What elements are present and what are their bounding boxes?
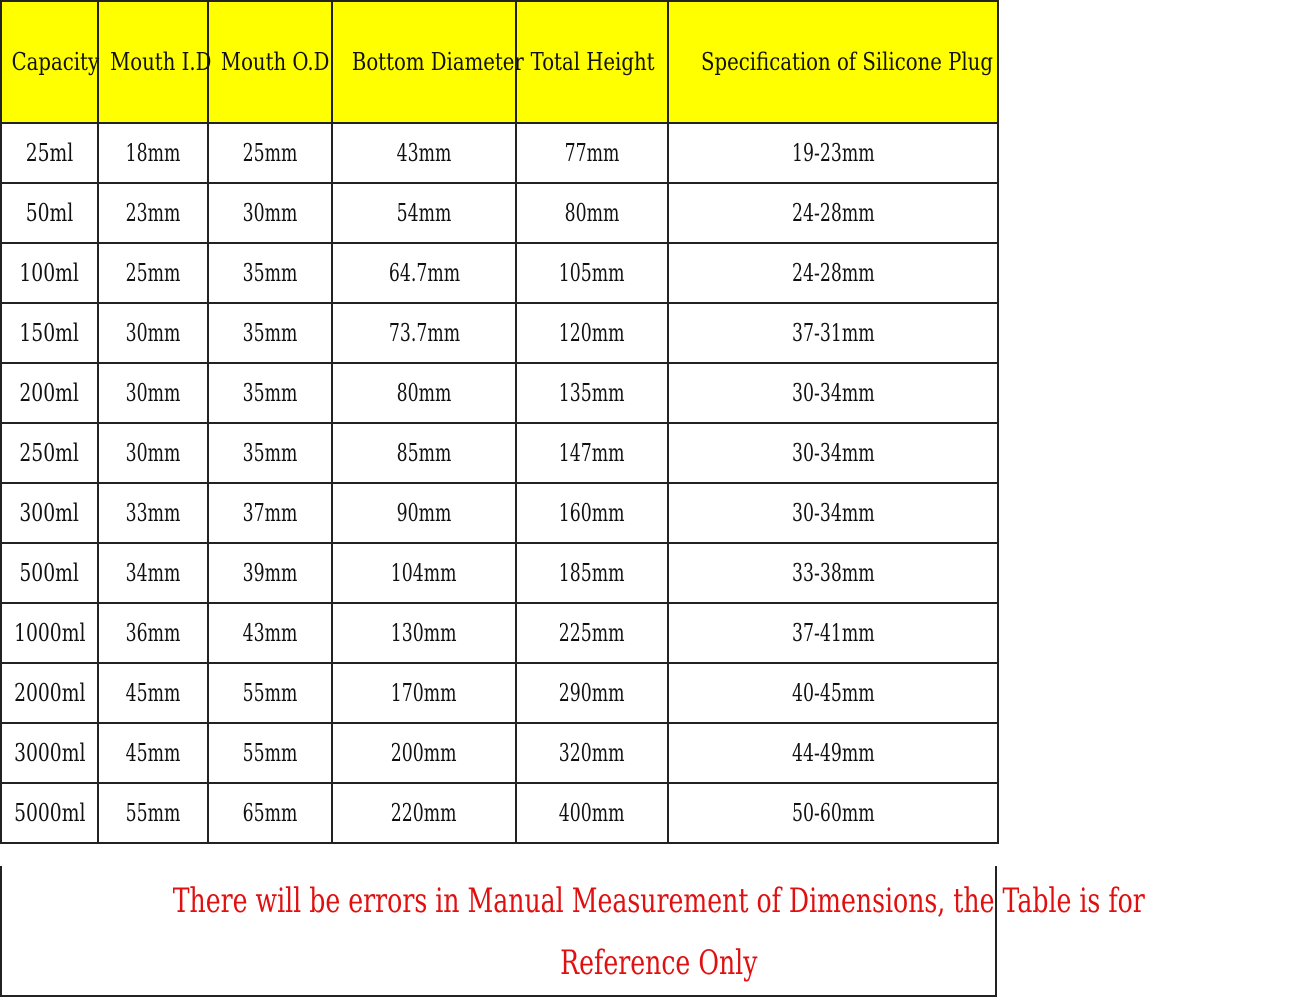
disclaimer-line-2: Reference Only xyxy=(560,943,758,983)
mouth-od-cell xyxy=(208,603,332,663)
mouth-id-cell xyxy=(98,423,208,483)
silicone-plug-cell xyxy=(668,543,998,603)
total-height-cell xyxy=(516,423,668,483)
mouth-od-cell xyxy=(208,243,332,303)
bottom-diameter-cell xyxy=(332,183,516,243)
bottom-diameter-value: 170mm xyxy=(391,679,457,707)
capacity-cell xyxy=(1,663,98,723)
capacity-cell xyxy=(1,483,98,543)
total-height-value: 290mm xyxy=(559,679,625,707)
mouth-od-cell xyxy=(208,543,332,603)
bottom-diameter-value: 54mm xyxy=(396,199,452,227)
bottom-diameter-cell xyxy=(332,603,516,663)
capacity-value: 25ml xyxy=(25,139,74,167)
mouth-od-cell xyxy=(208,423,332,483)
bottom-diameter-value: 64.7mm xyxy=(388,259,460,287)
total-height-cell xyxy=(516,123,668,183)
capacity-cell xyxy=(1,243,98,303)
mouth-od-value: 55mm xyxy=(242,739,298,767)
bottom-diameter-value: 85mm xyxy=(396,439,452,467)
capacity-value: 2000ml xyxy=(13,679,86,707)
bottom-diameter-cell xyxy=(332,483,516,543)
mouth-od-value: 39mm xyxy=(242,559,298,587)
silicone-plug-cell xyxy=(668,183,998,243)
mouth-id-cell xyxy=(98,663,208,723)
total-height-value: 400mm xyxy=(559,799,625,827)
silicone-plug-cell xyxy=(668,483,998,543)
silicone-plug-cell xyxy=(668,723,998,783)
mouth-id-cell xyxy=(98,783,208,843)
bottom-diameter-cell xyxy=(332,243,516,303)
bottom-diameter-cell xyxy=(332,663,516,723)
bottom-diameter-value: 73.7mm xyxy=(388,319,460,347)
mouth-od-value: 55mm xyxy=(242,679,298,707)
capacity-value: 5000ml xyxy=(13,799,86,827)
mouth-id-value: 33mm xyxy=(125,499,181,527)
header-silicone-plug-label: Specification of Silicone Plug xyxy=(701,48,993,76)
table-row xyxy=(1,363,998,423)
table-row xyxy=(1,483,998,543)
header-total-height-label: Total Height xyxy=(530,48,655,76)
mouth-id-value: 30mm xyxy=(125,319,181,347)
table-row xyxy=(1,123,998,183)
capacity-value: 50ml xyxy=(25,199,74,227)
silicone-plug-value: 19-23mm xyxy=(791,139,875,167)
bottom-diameter-cell xyxy=(332,423,516,483)
total-height-value: 225mm xyxy=(559,619,625,647)
mouth-od-value: 43mm xyxy=(242,619,298,647)
bottom-diameter-value: 220mm xyxy=(391,799,457,827)
mouth-od-cell xyxy=(208,483,332,543)
table-row xyxy=(1,543,998,603)
total-height-value: 135mm xyxy=(559,379,625,407)
silicone-plug-value: 50-60mm xyxy=(791,799,875,827)
table-row xyxy=(1,183,998,243)
silicone-plug-cell xyxy=(668,303,998,363)
total-height-cell xyxy=(516,483,668,543)
header-mouth-id-label: Mouth I.D xyxy=(110,48,212,76)
total-height-value: 160mm xyxy=(559,499,625,527)
capacity-cell xyxy=(1,363,98,423)
mouth-id-value: 25mm xyxy=(125,259,181,287)
total-height-value: 320mm xyxy=(559,739,625,767)
bottom-diameter-value: 90mm xyxy=(396,499,452,527)
mouth-od-cell xyxy=(208,783,332,843)
table-row xyxy=(1,723,998,783)
silicone-plug-value: 24-28mm xyxy=(791,199,875,227)
silicone-plug-value: 44-49mm xyxy=(791,739,875,767)
mouth-id-value: 30mm xyxy=(125,439,181,467)
silicone-plug-value: 30-34mm xyxy=(791,379,875,407)
disclaimer-line-1: There will be errors in Manual Measurement of Dimensions, the Table is for xyxy=(172,881,1145,921)
mouth-id-cell xyxy=(98,123,208,183)
capacity-cell xyxy=(1,303,98,363)
bottom-diameter-cell xyxy=(332,363,516,423)
header-bottom-diameter-label: Bottom Diameter xyxy=(351,48,524,76)
silicone-plug-cell xyxy=(668,603,998,663)
total-height-value: 185mm xyxy=(559,559,625,587)
table-row xyxy=(1,603,998,663)
bottom-diameter-cell xyxy=(332,723,516,783)
header-mouth-od-label: Mouth O.D xyxy=(220,48,330,76)
capacity-value: 300ml xyxy=(19,499,80,527)
mouth-od-value: 65mm xyxy=(242,799,298,827)
capacity-cell xyxy=(1,543,98,603)
mouth-od-value: 35mm xyxy=(242,259,298,287)
mouth-od-cell xyxy=(208,363,332,423)
capacity-value: 200ml xyxy=(19,379,80,407)
mouth-id-value: 34mm xyxy=(125,559,181,587)
bottom-diameter-cell xyxy=(332,543,516,603)
table-row xyxy=(1,303,998,363)
mouth-id-cell xyxy=(98,483,208,543)
total-height-value: 80mm xyxy=(564,199,620,227)
header-mouth-od xyxy=(208,1,332,123)
silicone-plug-value: 37-41mm xyxy=(791,619,875,647)
capacity-cell xyxy=(1,783,98,843)
silicone-plug-cell xyxy=(668,783,998,843)
mouth-od-value: 35mm xyxy=(242,319,298,347)
silicone-plug-value: 30-34mm xyxy=(791,439,875,467)
mouth-id-cell xyxy=(98,723,208,783)
silicone-plug-value: 24-28mm xyxy=(791,259,875,287)
total-height-value: 120mm xyxy=(559,319,625,347)
mouth-id-value: 18mm xyxy=(125,139,181,167)
mouth-id-value: 45mm xyxy=(125,679,181,707)
capacity-value: 250ml xyxy=(19,439,80,467)
capacity-cell xyxy=(1,123,98,183)
capacity-value: 100ml xyxy=(19,259,80,287)
total-height-value: 147mm xyxy=(559,439,625,467)
silicone-plug-value: 30-34mm xyxy=(791,499,875,527)
header-total-height xyxy=(516,1,668,123)
capacity-value: 3000ml xyxy=(13,739,86,767)
capacity-cell xyxy=(1,183,98,243)
silicone-plug-cell xyxy=(668,363,998,423)
bottom-diameter-value: 80mm xyxy=(396,379,452,407)
total-height-value: 77mm xyxy=(564,139,620,167)
bottom-diameter-cell xyxy=(332,123,516,183)
total-height-cell xyxy=(516,183,668,243)
table-row xyxy=(1,423,998,483)
total-height-cell xyxy=(516,723,668,783)
silicone-plug-value: 40-45mm xyxy=(791,679,875,707)
total-height-cell xyxy=(516,663,668,723)
silicone-plug-cell xyxy=(668,423,998,483)
mouth-id-cell xyxy=(98,303,208,363)
header-row xyxy=(1,1,998,123)
silicone-plug-cell xyxy=(668,123,998,183)
bottom-diameter-value: 104mm xyxy=(391,559,457,587)
total-height-cell xyxy=(516,783,668,843)
total-height-cell xyxy=(516,363,668,423)
mouth-id-cell xyxy=(98,603,208,663)
bottom-diameter-value: 130mm xyxy=(391,619,457,647)
mouth-od-value: 37mm xyxy=(242,499,298,527)
mouth-od-value: 30mm xyxy=(242,199,298,227)
header-silicone-plug xyxy=(668,1,998,123)
table-row xyxy=(1,783,998,843)
total-height-cell xyxy=(516,243,668,303)
mouth-id-value: 36mm xyxy=(125,619,181,647)
capacity-cell xyxy=(1,423,98,483)
mouth-id-value: 45mm xyxy=(125,739,181,767)
mouth-od-value: 35mm xyxy=(242,379,298,407)
total-height-value: 105mm xyxy=(559,259,625,287)
disclaimer-text xyxy=(173,870,1145,994)
capacity-cell xyxy=(1,723,98,783)
silicone-plug-value: 37-31mm xyxy=(791,319,875,347)
mouth-id-cell xyxy=(98,543,208,603)
bottom-diameter-value: 200mm xyxy=(391,739,457,767)
mouth-od-cell xyxy=(208,663,332,723)
header-mouth-id xyxy=(98,1,212,123)
total-height-cell xyxy=(516,303,668,363)
mouth-id-cell xyxy=(98,363,208,423)
total-height-cell xyxy=(516,603,668,663)
header-bottom-diameter xyxy=(332,1,524,123)
table-header xyxy=(1,1,998,123)
bottom-diameter-cell xyxy=(332,783,516,843)
capacity-cell xyxy=(1,603,98,663)
table-body xyxy=(1,123,998,843)
total-height-cell xyxy=(516,543,668,603)
silicone-plug-cell xyxy=(668,243,998,303)
capacity-value: 1000ml xyxy=(13,619,86,647)
mouth-id-cell xyxy=(98,183,208,243)
bottom-diameter-cell xyxy=(332,303,516,363)
disclaimer-note xyxy=(0,866,1145,997)
capacity-value: 150ml xyxy=(19,319,80,347)
bottom-diameter-value: 43mm xyxy=(396,139,452,167)
mouth-od-cell xyxy=(208,123,332,183)
mouth-od-cell xyxy=(208,183,332,243)
mouth-od-value: 35mm xyxy=(242,439,298,467)
mouth-id-cell xyxy=(98,243,208,303)
silicone-plug-value: 33-38mm xyxy=(791,559,875,587)
mouth-od-cell xyxy=(208,723,332,783)
mouth-od-value: 25mm xyxy=(242,139,298,167)
mouth-od-cell xyxy=(208,303,332,363)
header-capacity xyxy=(1,1,98,123)
capacity-value: 500ml xyxy=(19,559,80,587)
header-capacity-label: Capacity xyxy=(11,48,100,76)
table-row xyxy=(1,663,998,723)
mouth-id-value: 55mm xyxy=(125,799,181,827)
table-row xyxy=(1,243,998,303)
silicone-plug-cell xyxy=(668,663,998,723)
mouth-id-value: 30mm xyxy=(125,379,181,407)
mouth-id-value: 23mm xyxy=(125,199,181,227)
